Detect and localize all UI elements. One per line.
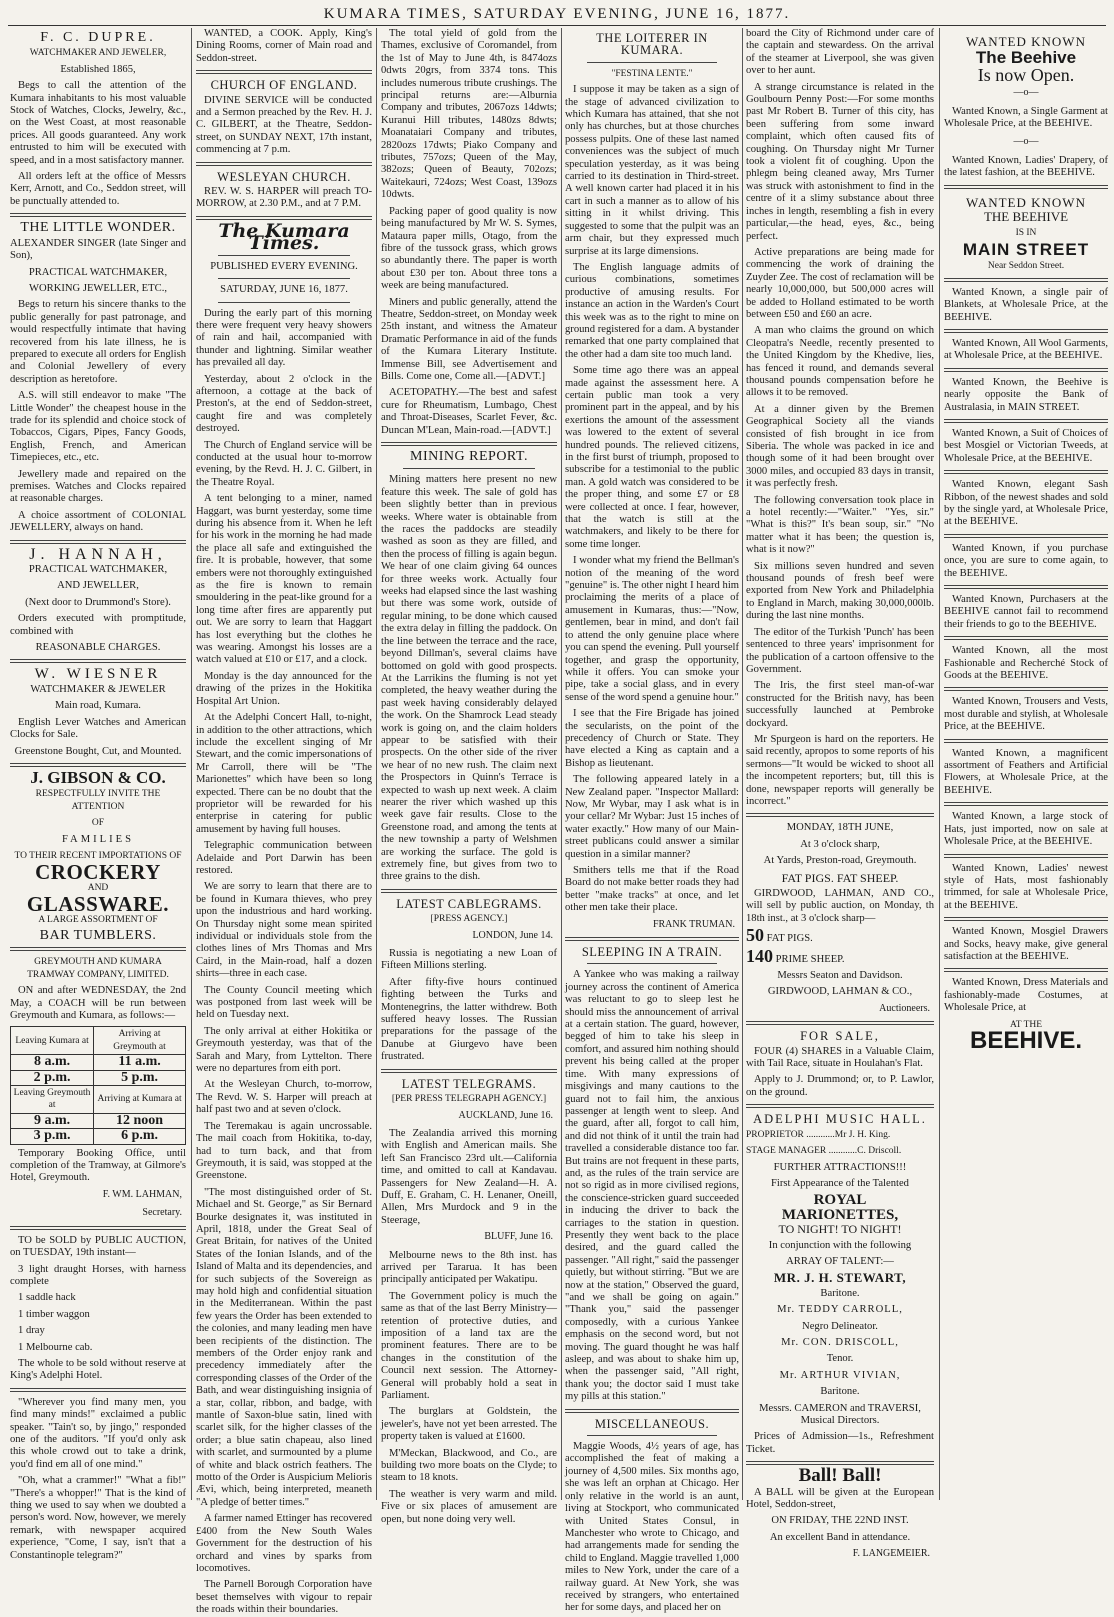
hannah-heading: J. HANNAH, — [29, 545, 167, 563]
auction-item: 1 Melbourne cab. — [18, 1341, 93, 1353]
tramway-text: Temporary Booking Office, until completion of the Tramway, at Gilmore's Hotel, Greymouth. — [10, 1147, 186, 1184]
beehive-ad: Wanted Known, a Single Garment at Wholesale Price, at the BEEHIVE. — [944, 105, 1108, 130]
wonder-text: Begs to return his sincere thanks to the public generally for past patronage, and would respectfully intimate that having recovered from his late illness, he is prepared to execute all orders for English and Colonial Jewellery of every description as heretofore. — [10, 299, 186, 385]
telegram-text: The Zealandia arrived this morning with English and American mails. She left San Francisco 23rd ult.—California time, and omitted to call at Kandavau. Passengers for New Zealand—H. A. Duff, E. Graham, C. H. Lenaner, Oneill, Allen, Mrs Murdock and 9 in the Steerage, — [381, 1127, 557, 1226]
performer-role: Negro Delineator. — [802, 1320, 878, 1332]
telegram-text: The burglars at Goldstein, the jeweler's, have not yet been arrested. The property taken is valued at £1600. — [381, 1406, 557, 1443]
telegrams-heading: LATEST TELEGRAMS. — [401, 1076, 537, 1091]
beehive-heading: THE BEEHIVE — [983, 209, 1069, 225]
masthead: KUMARA TIMES, SATURDAY EVENING, JUNE 16, 1877. — [323, 6, 791, 22]
hannah-text: Orders executed with promptitude, combined with — [10, 613, 186, 637]
miscellaneous-text: Maggie Woods, 4½ years of age, has accomplished the feat of making a journey of 4,500 miles. Six months ago, she was left an orphan at Chicago. Her only relative in the world is an aunt, living at Stockport, who communicated with United States Consul, in Manchester who wrote to Chicago, and had arrangements made for sending the child to England. Maggie travelled 1,000 miles to New York, under the care of a railway guard. At New York, she was received by strangers, who entertained her for some days, and placed her on — [565, 1441, 739, 1614]
beehive-ad: Wanted Known, elegant Sash Ribbon, of the newest shades and sold by the single yard, at Wholesale Price, at the BEEHIVE. — [944, 479, 1108, 528]
adelphi-royal: ROYAL — [813, 1192, 867, 1209]
pigs-count: 50 — [746, 925, 764, 946]
separator — [10, 659, 186, 663]
performer-name: MR. J. H. STEWART, — [773, 1270, 907, 1286]
separator — [196, 70, 372, 74]
timetable-cell: 9 a.m. — [11, 1113, 94, 1128]
dupre-subtitle: WATCHMAKER AND JEWELER, — [29, 48, 167, 59]
separator — [381, 442, 557, 446]
separator — [944, 687, 1108, 691]
beehive-ad: Wanted Known, All Wool Garments, at Wholesale Price, at the BEEHIVE. — [944, 337, 1108, 362]
separator — [587, 62, 717, 63]
wonder-text: Jewellery made and repaired on the premises. Watches and Clocks repaired at reasonable charges. — [10, 468, 186, 505]
for-sale-heading: FOR SALE, — [800, 1029, 880, 1044]
performer-role: Baritone. — [820, 1287, 860, 1299]
tramway-signature: F. WM. LAHMAN, — [102, 1188, 182, 1200]
separator — [944, 968, 1108, 972]
telegram-dateline: AUCKLAND, June 16. — [458, 1109, 553, 1121]
adelphi-prices: Prices of Admission—1s., Refreshment Ticket. — [746, 1431, 934, 1455]
separator — [944, 854, 1108, 858]
sheep-count: 140 — [746, 945, 773, 966]
main-street-heading: MAIN STREET — [962, 239, 1090, 259]
local-news: The Teremakau is again uncrossable. The mail coach from Hokitika, to-day, had to turn back, and that from Greymouth, it is said, was stopped at the Greenstone. — [196, 1120, 372, 1182]
adelphi-marionettes: MARIONETTES, — [781, 1206, 899, 1223]
separator — [10, 1226, 186, 1230]
gibson-heading: J. GIBSON & CO. — [30, 767, 166, 787]
separator — [944, 739, 1108, 743]
timetable-cell: 6 p.m. — [94, 1129, 186, 1144]
wiesner-title: Main road, Kumara. — [55, 700, 141, 712]
separator — [944, 419, 1108, 423]
misc-paragraph: Six millions seven hundred and seven thousand pounds of fresh beef were exported from New York and Philadelphia to England in March, making 30,000,000lb. during the last nine months. — [746, 560, 934, 622]
dupre-text: All orders left at the office of Messrs Kerr, Arnott, and Co., Seddon street, will be punctually attended to. — [10, 171, 186, 207]
column-6 — [944, 28, 1108, 1500]
adelphi-heading: ADELPHI MUSIC HALL. — [753, 1112, 927, 1127]
local-news: At the Wesleyan Church, to-morrow, The Revd. W. S. Harper will preach at half past two and at seven o'clock. — [196, 1079, 372, 1116]
little-wonder-heading: THE LITTLE WONDER. — [20, 220, 176, 236]
separator — [944, 802, 1108, 806]
church-heading: CHURCH OF ENGLAND. — [210, 78, 358, 93]
local-news: A tent belonging to a miner, named Haggart, was burnt yesterday, some time during his absence from it. When he left for his work in the morning he had made the place all safe and extinguished the fire. It is probable, however, that some embers were not thoroughly extinguished as the fire is known to remain smouldering in the peat-like ground for a long time after fires are apparently put out. We are sorry to learn that Haggart has lost everything but the clothes he was wearing. Amongst his losses are a watch valued at £10 or £17, and a clock. — [196, 493, 372, 666]
crockery-heading: CROCKERY — [35, 860, 161, 885]
misc-paragraph: The editor of the Turkish 'Punch' has been sentenced to three years' imprisonment for the publication of a cartoon offensive to the Government. — [746, 626, 934, 675]
separator — [10, 763, 186, 767]
adelphi-line: In conjunction with the following — [768, 1239, 912, 1251]
ball-text: A BALL will be given at the European Hotel, Seddon-street, — [746, 1486, 934, 1511]
local-news: A farmer named Ettinger has recovered £400 from the New South Wales Government for the destruction of his orchard and vines by sparks from locomotives. — [196, 1513, 372, 1574]
newspaper-title: The Kumara Times. — [218, 219, 350, 255]
misc-paragraph: Mr Spurgeon is hard on the reporters. He said recently, apropos to some reports of his sermons—"It would be wicked to shoot all the incompetent reporters; but, till this is done, newspaper reports will generally be incorrect." — [746, 733, 934, 807]
hannah-title: (Next door to Drummond's Store). — [25, 596, 171, 608]
misc-continued: board the City of Richmond under care of the captain and stewardess. On the arrival of the steamer at Liverpool, she was given over to her aunt. — [746, 28, 934, 77]
wesleyan-notice: REV. W. S. HARPER will preach TO-MORROW, at 2.30 P.M., and at 7 P.M. — [196, 186, 372, 210]
news-paragraph: The total yield of gold from the Thames, exclusive of Coromandel, from the 1st of May to June 4th, is 8474ozs 0dwts 20grs, from 3374 tons. This includes numerous tribute crushings. The principal returns are:—Alburnia Company and tributes, 2067ozs 14dwts; Kuranui Hill tributes, 1480zs 8dwts; Moanataiari Company and tributes, 2820ozs 17dwts; Piako Company and tributes, 757ozs; Queen of the May, 382ozs; Queen of Beauty, 702ozs; Waitekauri, 724ozs; West Coast, 139ozs 10dwts. — [381, 28, 557, 201]
timetable-header: Leaving Kumara at — [11, 1027, 94, 1055]
telegram-text: M'Meckan, Blackwood, and Co., are building two more boats on the Clyde; to steam to 18 knots. — [381, 1447, 557, 1484]
stock-sale-line: At 3 o'clock sharp, — [800, 838, 880, 850]
hannah-title: AND JEWELLER, — [57, 580, 139, 592]
local-news: Monday is the day announced for the drawing of the prizes in the Hokitika Hospital Art Union. — [196, 670, 372, 707]
beehive-ad: Wanted Known, Purchasers at the BEEHIVE cannot fail to recommend their friends to go to the BEEHIVE. — [944, 594, 1108, 630]
beehive-ad: Wanted Known, the Beehive is nearly opposite the Bank of Australasia, in MAIN STREET. — [944, 376, 1108, 413]
loiterer-text: Smithers tells me that if the Road Board do not make better roads they had better "make tracks" at once, and let other men take their place. — [565, 865, 739, 914]
train-heading: SLEEPING IN A TRAIN. — [581, 945, 723, 960]
performer-name: Mr. ARTHUR VIVIAN, — [779, 1369, 901, 1381]
beehive-ad: Wanted Known, all the most Fashionable and Recherché Stock of Goods at the BEEHIVE. — [944, 645, 1108, 682]
loiterer-text: Some time ago there was an appeal made against the assessment here. A certain public man took a very prominent part in the appeal, and by his exertions the amount of the assessment was lowered to the extent of several hundred pounds. The relieved citizens, in the first burst of triumph, proposed to subscribe for a testimonial to the public man. A gold watch was considered to be the proper thing, and some £7 or £8 were collected at once. I fear, however, that the watch is still at the watchmakers, and likely to be there for some time longer. — [565, 365, 739, 550]
dash-ornament: —o— — [1013, 136, 1039, 148]
at-the-label: AT THE — [1009, 1019, 1043, 1030]
wiesner-title: WATCHMAKER & JEWELER — [30, 683, 166, 695]
stock-sale-text: GIRDWOOD, LAHMAN, AND CO., will sell by public auction, on Monday, th 18th inst., at 3 o'clock sharp— — [746, 888, 934, 924]
separator — [944, 278, 1108, 282]
separator — [944, 636, 1108, 640]
pigs-label: FAT PIGS. — [766, 933, 813, 945]
telegram-text: The weather is very warm and mild. Five or six places of amusement are open, but none doing very well. — [381, 1488, 557, 1525]
cablegram-dateline: LONDON, June 14. — [472, 929, 553, 941]
local-news: The County Council meeting which was postponed from last week will be held on Tuesday next. — [196, 984, 372, 1021]
anecdote: "Wherever you find many men, you find many minds!" exclaimed a public speaker. "Tain't so, by jingo," responded one of the auditors. "If you'd only ask this whole crowd out to take a drink, you'd find em all of one mind." — [10, 1396, 186, 1470]
separator — [944, 585, 1108, 589]
loiterer-text: I wonder what my friend the Bellman's notion of the meaning of the word "genuine" is. The other night I heard him proclaiming the merits of a place of amusement in Kumaras, thus:—"Now, gentlemen, bear in mind, and don't fail to attend the only genuine place where you can spend the evening. Pull yourself together, and grasp the opportunity, while it offers. You can smoke your pipe, take a social glass, and in every sense of the word spend a genuine hour." — [565, 555, 739, 703]
separator — [746, 1104, 934, 1108]
misc-paragraph: The following conversation took place in a hotel recently:—"Waiter." "Yes, sir." "What is this?" It's bean soup, sir." "No matter what it has been; the question is, what is it now?" — [746, 494, 934, 556]
column-2 — [196, 28, 372, 1616]
column-divider — [742, 28, 743, 1500]
dupre-text: Begs to call the attention of the Kumara inhabitants to his most valuable Stock of Watches, Clocks, Jewelry, &c., on the West Coast, at most reasonable prices. All goods guaranteed. Any work entrusted to him will be executed with speed, and in a most satisfactory manner. — [10, 80, 186, 166]
beehive-ad: Wanted Known, Mosgiel Drawers and Socks, heavy make, give general satisfaction at the BEEHIVE. — [944, 926, 1108, 962]
loiterer-text: The following appeared lately in a New Zealand paper. "Inspector Mallard: Now, Mr Wybar, may I ask what is in your cellar? Mr Wybar: Just 15 inches of water exactly." How many of our Main-street publicans could answer a similar question in a similar manner? — [565, 774, 739, 860]
adelphi-line: First Appearance of the Talented — [771, 1177, 909, 1189]
stock-sale-signature: Auctioneers. — [879, 1002, 930, 1014]
timetable-cell: 8 a.m. — [11, 1055, 94, 1070]
separator — [944, 368, 1108, 372]
for-sale-text: FOUR (4) SHARES in a Valuable Claim, with Tail Race, situate in Houlahan's Flat. — [746, 1045, 934, 1070]
adelphi-tonight: TO NIGHT! TO NIGHT! — [778, 1222, 902, 1237]
telegrams-agency: [PER PRESS TELEGRAPH AGENCY.] — [391, 1094, 547, 1105]
local-news: The only arrival at either Hokitika or Greymouth yesterday, was that of the Sarah and Mary, from Lyttelton. There were no departures from eith port. — [196, 1025, 372, 1075]
separator — [746, 1021, 934, 1025]
wonder-title: WORKING JEWELLER, ETC., — [29, 282, 167, 294]
misc-paragraph: The Iris, the first steel man-of-war constructed for the British navy, has been successfully launched at Pembroke dockyard. — [746, 680, 934, 729]
timetable-cell: 2 p.m. — [11, 1070, 94, 1085]
timetable-header: Arriving at Kumara at — [94, 1086, 186, 1114]
wiesner-text: Greenstone Bought, Cut, and Mounted. — [14, 745, 182, 757]
miscellaneous-heading: MISCELLANEOUS. — [594, 1416, 710, 1431]
beehive-ad: Wanted Known, a magnificent assortment of Feathers and Artificial Flowers, at Wholesale Price, at the BEEHIVE. — [944, 747, 1108, 796]
separator — [10, 213, 186, 217]
column-divider — [561, 28, 562, 1500]
auction-item: 3 light draught Horses, with harness complete — [10, 1263, 186, 1287]
column-divider — [939, 28, 940, 1500]
local-news: Yesterday, about 2 o'clock in the afternoon, a cottage at the back of Preston's, at the end of Seddon-street, caught fire and was completely destroyed. — [196, 373, 372, 435]
dash-ornament: —o— — [1013, 87, 1039, 99]
mining-report-heading: MINING REPORT. — [410, 449, 528, 464]
dupre-heading: F. C. DUPRE. — [40, 30, 156, 45]
beehive-ad: Wanted Known, a Suit of Choices of best Mosgiel or Victorian Tweeds, at Wholesale Price, at the BEEHIVE. — [944, 427, 1108, 464]
gibson-line: FAMILIES — [61, 833, 135, 845]
gibson-line: AND — [87, 882, 109, 893]
cablegram-text: After fifty-five hours continued fighting between the Turks and Montenegrins, the latter withdrew. Both suffered heavy losses. The Russian preparations for the passage of the Danube at Giurgevo have been frustrated. — [381, 976, 557, 1063]
misc-paragraph: A man who claims the ground on which Cleopatra's Needle, recently presented to the United Kingdom by the Khedive, lies, has fenced it round, and demands several thousand pounds compensation before he allows it to be removed. — [746, 325, 934, 399]
timetable-cell: 12 noon — [94, 1113, 186, 1128]
ball-band: An excellent Band in attendance. — [769, 1531, 911, 1543]
local-news: The Parnell Borough Corporation have beset themselves with vigour to repair the roads within their boundaries. — [196, 1579, 372, 1616]
stock-sale-line: At Yards, Preston-road, Greymouth. — [763, 855, 917, 867]
stock-sale-line: GIRDWOOD, LAHMAN & CO., — [767, 986, 913, 998]
tramway-signature-title: Secretary. — [142, 1207, 182, 1219]
separator — [944, 185, 1108, 189]
beehive-ad: Wanted Known, Dress Materials and fashionably-made Costumes, at Wholesale Price, at — [944, 977, 1108, 1014]
wonder-name: ALEXANDER SINGER (late Singer and Son), — [10, 237, 186, 262]
adelphi-line: ARRAY OF TALENT:— — [786, 1255, 894, 1267]
loiterer-motto: "FESTINA LENTE." — [611, 68, 693, 79]
gibson-line: TO THEIR RECENT IMPORTATIONS OF — [14, 850, 182, 861]
beehive-ad: Wanted Known, a large stock of Hats, just imported, now on sale at Wholesale Price, at the BEEHIVE. — [944, 811, 1108, 848]
separator — [218, 278, 350, 279]
news-paragraph: Packing paper of good quality is now being manufactured by Mr W. S. Symes, Mataura paper mills, Otago, from the fibre of the tussock grass, which grows so abundantly there. The paper is worth about £30 per ton. About three tons a week are being manufactured. — [381, 205, 557, 292]
separator — [944, 470, 1108, 474]
column-divider — [191, 28, 192, 1500]
column-divider — [376, 28, 377, 1500]
wanted-known-heading: WANTED KNOWN — [966, 34, 1086, 49]
separator — [746, 813, 934, 817]
published-line: PUBLISHED EVERY EVENING. — [210, 260, 358, 272]
hannah-text: REASONABLE CHARGES. — [35, 642, 161, 654]
beehive-ad: Wanted Known, Trousers and Vests, most durable and stylish, at Wholesale Price, at the BEEHIVE. — [944, 696, 1108, 733]
cablegrams-agency: [PRESS AGENCY.] — [430, 914, 508, 925]
news-paragraph: ACETOPATHY.—The best and safest cure for Rheumatism, Lumbago, Chest and Throat-Diseases, Scarlet Fever, &c. Duncan M'Lean, Main-road.—[ADVT.] — [381, 387, 557, 436]
tramway-text: ON and after WEDNESDAY, the 2nd May, a COACH will be run between Greymouth and Kumara, as follows:— — [10, 985, 186, 1021]
beehive-footer: BEEHIVE. — [969, 1026, 1083, 1054]
loiterer-signature: FRANK TRUMAN. — [652, 918, 735, 930]
glassware-heading: GLASSWARE. — [26, 892, 170, 917]
local-news: We are sorry to learn that there are to be found in Kumara thieves, who prey upon the industrious and hard working. On Thursday night some mean spirited individual or individuals stole from the clothes lines of Mrs Thomas and Mrs Caird, in the Main-road, half a dozen shirts—three in each case. — [196, 881, 372, 980]
performer-name: Mr. TEDDY CARROLL, — [777, 1304, 903, 1316]
timetable-cell: 5 p.m. — [94, 1070, 186, 1085]
wanted-known-heading: WANTED KNOWN — [966, 194, 1086, 210]
column-5 — [746, 28, 934, 1560]
cook-wanted-ad: WANTED, a COOK. Apply, King's Dining Rooms, corner of Main road and Seddon-street. — [196, 28, 372, 64]
performer-role: Baritone. — [820, 1386, 860, 1398]
timetable-cell: 11 a.m. — [94, 1055, 186, 1070]
loiterer-text: I see that the Fire Brigade has joined the secularists, on the point of the precedency of Church or State. They have elected a King as captain and a Bishop as lieutenant. — [565, 708, 739, 769]
cablegram-text: Russia is negotiating a new Loan of Fifteen Millions sterling. — [381, 948, 557, 972]
auction-text: TO be SOLD by PUBLIC AUCTION, on TUESDAY, 19th instant— — [10, 1234, 186, 1259]
news-paragraph: Miners and public generally, attend the Theatre, Seddon-street, on Monday week 25th instant, and witness the Amateur Dramatic Performance in aid of the funds of the Kumara Literary Institute. Immense Bill, see Advertisement and Bills. Come one, Come all.—[ADVT.] — [381, 296, 557, 382]
loiterer-text: I suppose it may be taken as a sign of the stage of advanced civilization to which Kumara has attained, that she not only has churches, but at those churches possess pulpits. One of these last named conveniences was the subject of much speculation yesterday, as it was being carried to its destination in Third-street. A well known carter had placed it in his cart in such a manner as to allow of his sitting in it whilst driving. This suggested to some that the pulpit was an arm chair, but they expressed much surprise at its large dimensions. — [565, 84, 739, 257]
separator — [218, 255, 350, 256]
local-news: At the Adelphi Concert Hall, to-night, in addition to the other attractions, which include the excellent singing of Mr Stewart, and the comic impersonations of Mr Carroll, there will be "The Marionettes" which have been so long expected. There can be no doubt that the proprietor will be rewarded for his enterprise in catering for public amusement by having full houses. — [196, 712, 372, 835]
loiterer-heading: THE LOITERER IN KUMARA. — [596, 31, 708, 58]
local-news: The Church of England service will be conducted at the usual hour to-morrow evening, by the Revd. H. J. C. Gilbert, in the Theatre Royal. — [196, 439, 372, 488]
stock-sale-line: Messrs Seaton and Davidson. — [777, 970, 903, 982]
local-news: Telegraphic communication between Adelaide and Port Darwin has been restored. — [196, 840, 372, 876]
ball-heading: Ball! Ball! — [798, 1465, 882, 1487]
telegram-text: Melbourne news to the 8th inst. has arrived per Tararua. It has been principally anticipated per Wakatipu. — [381, 1249, 557, 1286]
separator — [944, 534, 1108, 538]
auction-item: 1 timber waggon — [18, 1308, 90, 1320]
separator — [196, 162, 372, 166]
beehive-ad: Wanted Known, Ladies' Drapery, of the latest fashion, at the BEEHIVE. — [944, 154, 1108, 179]
separator — [403, 468, 535, 469]
adelphi-proprietor: PROPRIETOR ............Mr J. H. King. — [746, 1129, 891, 1140]
local-news: During the early part of this morning there were frequent very heavy showers of rain and hail, accompanied with thunder and lightning. Similar weather has prevailed all day. — [196, 307, 372, 369]
for-sale-text: Apply to J. Drummond; or, to P. Lawlor, on the ground. — [746, 1074, 934, 1098]
wonder-text: A.S. will still endeavor to make "The Little Wonder" the cheapest house in the trade for its splendid and choice stock of Tobaccos, Cigars, Pipes, Fancy Goods, English, French, and American Timepieces, etc., etc. — [10, 390, 186, 464]
misc-paragraph: Active preparations are being made for commencing the work of draining the Zuyder Zee. The cost of reclamation will be nearly 10,000,000, but 500,000 acres will be added to Holland estimated to be worth between £50 and £60 an acre. — [746, 246, 934, 320]
separator — [10, 947, 186, 951]
wesleyan-heading: WESLEYAN CHURCH. — [217, 169, 351, 184]
issue-date: SATURDAY, JUNE 16, 1877. — [220, 284, 348, 296]
stock-sale-line: FAT PIGS. FAT SHEEP. — [781, 870, 899, 885]
separator — [10, 540, 186, 544]
near-seddon-label: Near Seddon Street. — [987, 261, 1065, 272]
wiesner-heading: W. WIESNER — [34, 666, 162, 683]
separator — [381, 1069, 557, 1073]
telegram-dateline: BLUFF, June 16. — [484, 1231, 553, 1243]
tramway-heading: GREYMOUTH AND KUMARA TRAMWAY COMPANY, LIMITED. — [27, 957, 169, 980]
local-news: "The most distinguished order of St. Michael and St. George," as Sir Bernard Bourke designates it, was instituted in April, 1818, under the Great Seal of Great Britain, for natives of the United States of the Ionian Islands, and of the Island of Malta and its dependencies, and for such subjects of the Sovereign as may hold high and confidential situation in the Mediterranean. Within the past few years the Order has been extended to the colonies, and many leading men have been recipients of the distinction. The members of the Order enjoy rank and precedency immediately after the corresponding classes of the Order of the Bath, and wear distinguishing insignia of a star, collar, ribbon, and badge, with mantle of Saxon-blue satin, lined with scarlet silk, for the higher classes of the order; a blue satin chapeau, also lined with scarlet, and surmounted by a plume of white and black ostrich feathers. The motto of the Order is Auspicium Melioris Ævi, which, being interpreted, meaneth "A pledge of better times." — [196, 1186, 372, 1508]
gibson-line: RESPECTFULLY INVITE THE ATTENTION — [35, 789, 161, 812]
dupre-established: Established 1865, — [60, 63, 136, 75]
column-1 — [10, 28, 186, 1561]
is-in-label: IS IN — [1015, 228, 1037, 239]
gibson-line: A LARGE ASSORTMENT OF — [38, 914, 158, 925]
wonder-title: PRACTICAL WATCHMAKER, — [28, 266, 168, 278]
hannah-title: PRACTICAL WATCHMAKER, — [28, 564, 168, 576]
performer-role: Tenor. — [826, 1353, 854, 1365]
telegram-text: The Government policy is much the same as that of the last Berry Ministry—retention of protective duties, and imposition of a land tax are the prominent features. There are to be changes in the constitution of the Council next session. The Attorney-General will probably hold a seat in Parliament. — [381, 1290, 557, 1402]
adelphi-line: Messrs. CAMERON and TRAVERSI, Musical Directors. — [759, 1402, 921, 1426]
separator — [944, 329, 1108, 333]
adelphi-line: FURTHER ATTRACTIONS!!! — [773, 1161, 907, 1173]
beehive-heading: The Beehive — [975, 48, 1077, 68]
masthead-rule — [8, 25, 1106, 26]
separator — [944, 917, 1108, 921]
timetable-header: Leaving Greymouth at — [11, 1086, 94, 1114]
church-notice: DIVINE SERVICE will be conducted and a Sermon preached by the Rev. H. J. C. GILBERT, at the Theatre, Seddon-street, on SUNDAY NEXT, 17th instant, commencing at 7 p.m. — [196, 94, 372, 156]
misc-paragraph: A strange circumstance is related in the Goulbourn Penny Post:—For some months past Mr Robert B. Turner of this city, has been suffering from some inward complaint, which often caused fits of coughing. On Thursday night Mr Turner took a violent fit of coughing. Upon the phlegm being cleaned away, Mrs Turner was struck with astonishment to find in the centre of it a slimy substance about three inches in length, resembling a fish in every particular,—the head, eyes, &c., being perfect. — [746, 81, 934, 242]
auction-text: The whole to be sold without reserve at King's Adelphi Hotel. — [10, 1357, 186, 1382]
anecdote: "Oh, what a crammer!" "What a fib!" "There's a whopper!" That is the kind of thing we used to say when we doubted a person's word. Now, however, we merely remark, with newspaper acquired experience, "Come, I say, isn't that a Constantinople telegram?" — [10, 1475, 186, 1561]
tumblers-heading: BAR TUMBLERS. — [39, 927, 157, 943]
wonder-text: A choice assortment of COLONIAL JEWELLERY, always on hand. — [10, 509, 186, 534]
separator — [587, 963, 717, 964]
separator — [565, 1409, 739, 1413]
separator — [587, 1435, 717, 1436]
separator — [10, 1388, 186, 1392]
gibson-line: OF — [91, 818, 105, 829]
beehive-ad: Wanted Known, a single pair of Blankets, at Wholesale Price, at the BEEHIVE. — [944, 286, 1108, 323]
separator — [381, 889, 557, 893]
auction-item: 1 saddle hack — [18, 1292, 76, 1304]
misc-paragraph: At a dinner given by the Bremen Geographical Society all the viands consisted of fish brought in ice from Siberia. The whole was packed in ice and though some of it had been brought over 3000 miles, and occupied 83 days in transit, it was perfectly fresh. — [746, 403, 934, 490]
loiterer-text: The English language admits of curious combinations, sometimes productive of amusing results. For instance an action in the Warden's Court this week was as to the right to mine on ground registered for a dam. A bystander remarked that one party complained that the other had a dam site too much land. — [565, 261, 739, 360]
adelphi-manager: STAGE MANAGER ............C. Driscoll. — [746, 1146, 902, 1157]
ball-signature: F. LANGEMEIER. — [852, 1548, 930, 1560]
beehive-ad: Wanted Known, if you purchase once, you are sure to come again, to the BEEHIVE. — [944, 542, 1108, 579]
performer-name: Mr. CON. DRISCOLL, — [781, 1336, 899, 1348]
column-3 — [381, 28, 557, 1525]
column-4 — [565, 28, 739, 1614]
wiesner-text: English Lever Watches and American Clocks for Sale. — [10, 716, 186, 741]
timetable-header: Arriving at Greymouth at — [94, 1027, 186, 1055]
now-open-heading: Is now Open. — [977, 64, 1075, 85]
stock-sale-line: MONDAY, 18TH JUNE, — [786, 822, 894, 834]
separator — [565, 937, 739, 941]
mining-report-text: Mining matters here present no new feature this week. The sale of gold has been slightly better than in previous weeks. Where water is obtainable from the races the paddocks are steadily washed as soon as they are filled, and then the process of filling is again begun. We hear of one claim giving 64 ounces for three weeks work. Actually four weeks had elapsed since the last washing but there was some work, outside of regular mining, to be done which caused the extra delay in filling the paddock. On the line between the terrace and the race, beyond Dillman's, several claims have bottomed on gold with good prospects. At the Larrikins the fluming is not yet completed, the heavy weather during the past week having considerably delayed the work. On the Shamrock Lead steady work is going on, and the claim holders appear to be satisfied with their prospects. On the other side of the river we hear of no new rush. The claim next the Prospectors in Quinn's Terrace is expected to wash up next week. A claim nearer the river which washed up this week gave fair results. Close to the Greenstone road, and among the tents at the new township a party of Welshmen are working the surface. The gold is extremely fine, but gives from two to three grains to the dish. — [381, 474, 557, 883]
separator — [218, 302, 350, 303]
cablegrams-heading: LATEST CABLEGRAMS. — [396, 896, 542, 911]
auction-item: 1 dray — [18, 1325, 45, 1337]
beehive-ad: Wanted Known, Ladies' newest style of Hats, most fashionably trimmed, for sale at Wholesale Price, at the BEEHIVE. — [944, 862, 1108, 911]
timetable-cell: 3 p.m. — [11, 1129, 94, 1144]
train-story: A Yankee who was making a railway journey across the continent of America was reluctant to go to sleep lest he should miss the announcement of arrival at a certain station. The guard, however, begged of him to take his sleep in comfort, and assured him nothing should prevent his being called at the proper time. With many expressions of misgivings and many cautions to the guard not to fail him, the anxious passenger at length went to sleep. And the guard, after all, forgot to call him, and did not think of it until the train had travelled a considerable distance too far. But trains are not frequent in these parts, and, as the rules of the train service are not so rigid as in more civilised regions, the conscience-stricken guard succeeded in inducing the driver to back the carriages to the station in question. Presently they went back to the place desired, and the guard called the passenger. "All right," said the passenger quietly, but without stirring. "But we are now at the station," Observed the guard, "and we shall be going on again." "Thank you," said the passenger composedly, with a curious Yankee emphasis on the second word, but not moving. The guard thought he was half asleep, and was about to shake him up, when the passenger said, "All right, thank you; the doctor said I must take my pills at this station." — [565, 969, 739, 1403]
sheep-label: PRIME SHEEP. — [775, 953, 845, 965]
timetable — [10, 1026, 186, 1144]
ball-date: ON FRIDAY, THE 22ND INST. — [771, 1515, 909, 1527]
